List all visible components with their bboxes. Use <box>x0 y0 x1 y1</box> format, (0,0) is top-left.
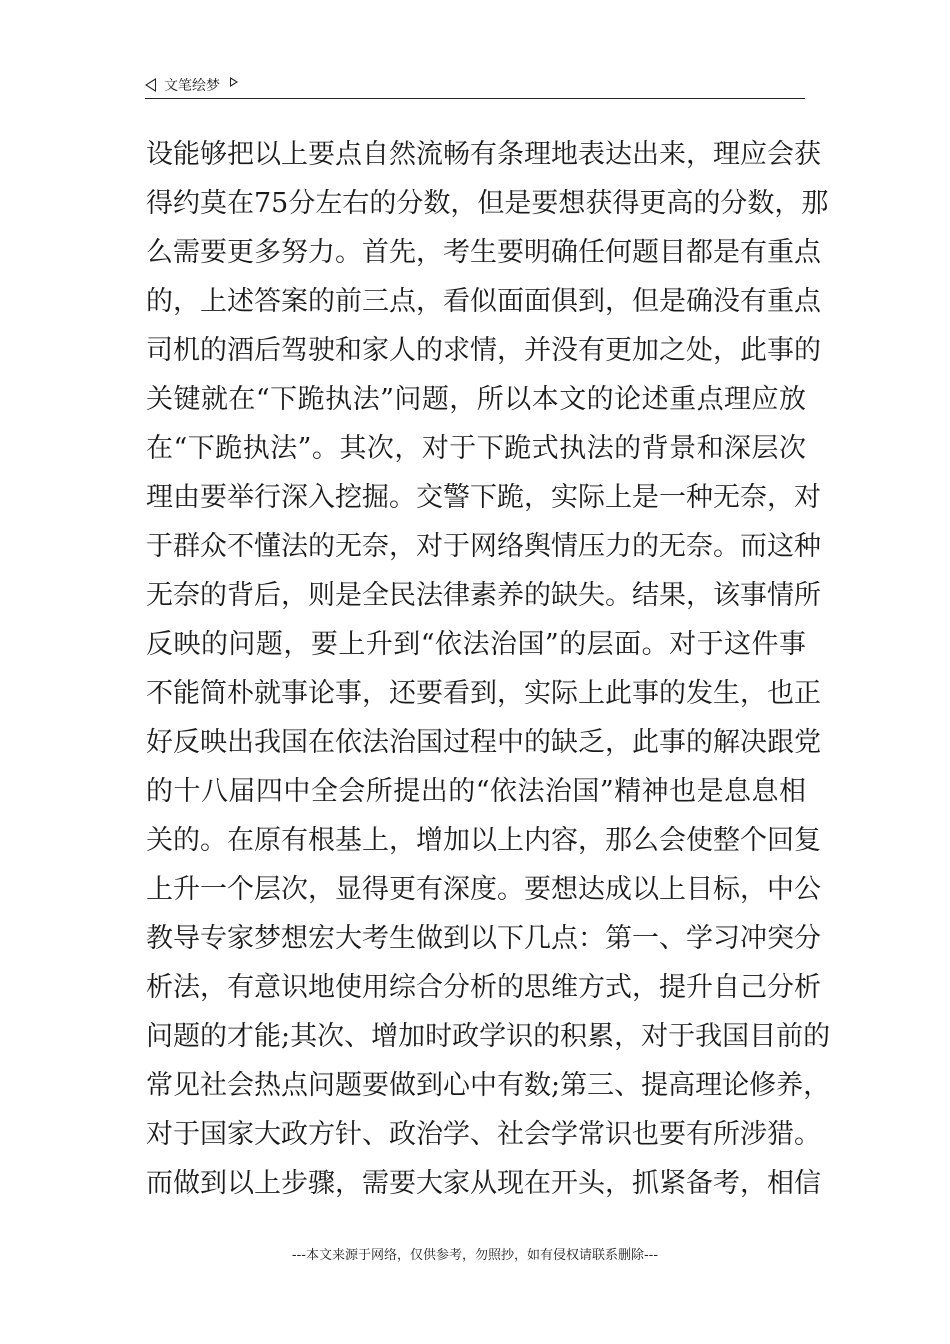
text-line: 司机的酒后驾驶和家人的求情，并没有更加之处，此事的 <box>146 335 821 366</box>
body-text <box>146 130 831 1208</box>
text-line: 的十八届四中全会所提出的“依法治国”精神也是息息相 <box>146 776 806 807</box>
text-line: 得约莫在75分左右的分数，但是要想获得更高的分数，那 <box>146 188 829 219</box>
text-line: 不能简朴就事论事，还要看到，实际上此事的发生，也正 <box>146 678 821 709</box>
text-line: 无奈的背后，则是全民法律素养的缺失。结果，该事情所 <box>146 580 821 611</box>
text-line: 么需要更多努力。首先，考生要明确任何题目都是有重点 <box>146 237 821 268</box>
text-line: 在“下跪执法”。其次，对于下跪式执法的背景和深层次 <box>146 433 806 464</box>
text-line: 理由要举行深入挖掘。交警下跪，实际上是一种无奈，对 <box>146 482 821 513</box>
text-line: 对于国家大政方针、政治学、社会学常识也要有所涉猎。 <box>146 1119 821 1150</box>
text-line: 而做到以上步骤，需要大家从现在开头，抓紧备考，相信 <box>146 1168 821 1199</box>
page-header <box>145 72 805 99</box>
text-line: 上升一个层次，显得更有深度。要想达成以上目标，中公 <box>146 874 821 905</box>
text-line: 关的。在原有根基上，增加以上内容，那么会使整个回复 <box>146 825 821 856</box>
page-footer: ---本文来源于网络，仅供参考，勿照抄，如有侵权请联系删除--- <box>291 1248 659 1263</box>
text-line: 常见社会热点问题要做到心中有数;第三、提高理论修养， <box>146 1070 831 1101</box>
text-line: 的，上述答案的前三点，看似面面俱到，但是确没有重点 <box>146 286 821 317</box>
text-line: 教导专家梦想宏大考生做到以下几点：第一、学习冲突分 <box>146 923 821 954</box>
triangle-right-icon <box>230 77 238 87</box>
text-line: 设能够把以上要点自然流畅有条理地表达出来，理应会获 <box>146 139 821 170</box>
text-line: 于群众不懂法的无奈，对于网络舆情压力的无奈。而这种 <box>146 531 821 562</box>
text-line: 析法，有意识地使用综合分析的思维方式，提升自己分析 <box>146 972 821 1003</box>
text-line: 好反映出我国在依法治国过程中的缺乏，此事的解决跟党 <box>146 727 821 758</box>
text-line: 关键就在“下跪执法”问题，所以本文的论述重点理应放 <box>146 384 806 415</box>
text-line: 问题的才能;其次、增加时政学识的积累，对于我国目前的 <box>146 1021 831 1052</box>
header-title: 文笔绘梦 <box>164 78 220 94</box>
text-line: 反映的问题，要上升到“依法治国”的层面。对于这件事 <box>146 629 806 660</box>
triangle-left-icon <box>145 78 156 92</box>
